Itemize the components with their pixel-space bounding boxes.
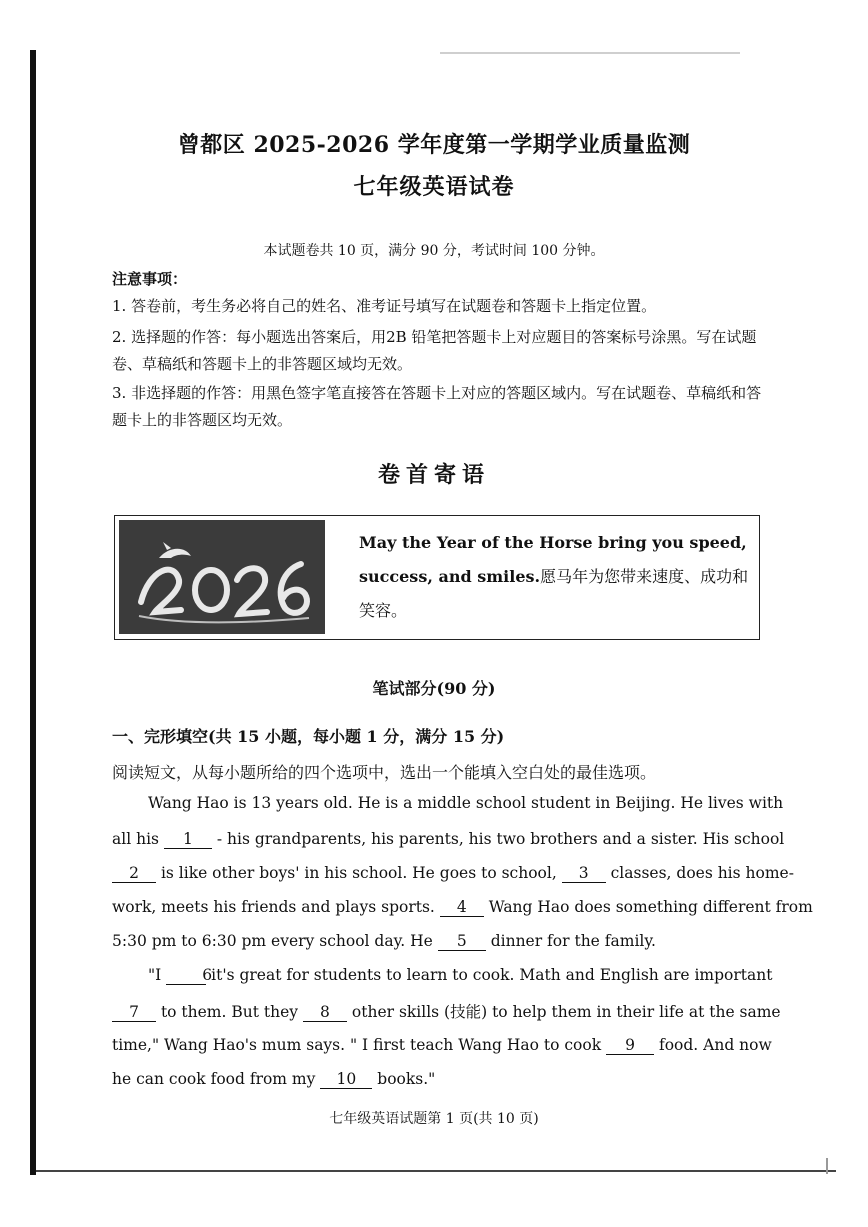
exam-info: 本试题卷共 10 页，满分 90 分，考试时间 100 分钟。 bbox=[263, 243, 605, 259]
part1-instruction: 阅读短文，从每小题所给的四个选项中，选出一个能填入空白处的最佳选项。 bbox=[112, 763, 657, 782]
passage-line bbox=[112, 1036, 772, 1055]
passage-text: he can cook food from my bbox=[112, 1070, 316, 1088]
page-footer: 七年级英语试题第 1 页(共 10 页) bbox=[329, 1111, 539, 1127]
blank-5: 5 bbox=[438, 932, 486, 951]
scan-border-bottom bbox=[36, 1170, 836, 1172]
notes-heading: 注意事项： bbox=[112, 270, 188, 288]
blank-1: 1 bbox=[164, 830, 212, 849]
passage-text: to them. But they bbox=[160, 1003, 299, 1021]
blank-3: 3 bbox=[562, 864, 606, 883]
passage-text: is like other boys' in his school. He goes to school, bbox=[160, 864, 557, 882]
passage-line bbox=[112, 1000, 781, 1022]
passage-line bbox=[112, 794, 784, 812]
passage-text: classes, does his home- bbox=[610, 864, 794, 882]
year-2026-horse-image bbox=[119, 520, 325, 634]
passage-text: books." bbox=[377, 1070, 436, 1088]
passage-line bbox=[112, 932, 760, 951]
horse-calligraphy-icon bbox=[119, 520, 325, 634]
passage-text: work, meets his friends and plays sports. bbox=[112, 898, 435, 916]
exam-title: 曾都区 2025-2026 学年度第一学期学业质量监测 bbox=[177, 132, 691, 158]
passage-text: all his bbox=[112, 830, 159, 848]
scan-border-top bbox=[440, 52, 740, 54]
note-item: 2. 选择题的作答：每小题选出答案后，用2B 铅笔把答题卡上对应题目的答案标号涂黑。写在试题卷、草稿纸和答题卡上的非答题区域均无效。 bbox=[112, 328, 757, 373]
blank-10: 10 bbox=[320, 1070, 372, 1089]
passage-text: dinner for the family. bbox=[490, 932, 656, 950]
passage-text: Wang Hao does something different from bbox=[488, 898, 813, 916]
greeting-text-zh: 愿马年为您带来速度、成功和笑容。 bbox=[359, 567, 749, 620]
scan-border-left bbox=[30, 50, 36, 1175]
blank-9: 9 bbox=[606, 1036, 654, 1055]
blank-7: 7 bbox=[112, 1003, 156, 1022]
blank-4: 4 bbox=[440, 898, 484, 917]
passage-text: other skills (技能) to help them in their life at the same bbox=[351, 1003, 781, 1021]
passage-text: "I bbox=[148, 966, 162, 984]
greeting-title: 卷首寄语 bbox=[377, 463, 490, 488]
greeting-banner bbox=[114, 515, 760, 640]
scan-mark bbox=[826, 1158, 828, 1174]
passage-text: time," Wang Hao's mum says. " I first teach Wang Hao to cook bbox=[112, 1036, 602, 1054]
passage-line bbox=[112, 966, 773, 985]
greeting-text-en: May the Year of the Horse bring you speed, success, and smiles. bbox=[359, 533, 747, 586]
blank-6: 6 bbox=[166, 966, 206, 985]
exam-subject-title: 七年级英语试卷 bbox=[353, 174, 515, 200]
blank-2: 2 bbox=[112, 864, 156, 883]
passage-line bbox=[112, 864, 794, 883]
passage-text: Wang Hao is 13 years old. He is a middle school student in Beijing. He lives with bbox=[148, 794, 784, 812]
passage-text: - his grandparents, his parents, his two brothers and a sister. His school bbox=[216, 830, 785, 848]
note-item: 1. 答卷前，考生务必将自己的姓名、准考证号填写在试题卷和答题卡上指定位置。 bbox=[112, 297, 657, 315]
passage-text: it's great for students to learn to cook. Math and English are important bbox=[211, 966, 773, 984]
passage-text: 5:30 pm to 6:30 pm every school day. He bbox=[112, 932, 433, 950]
section-title: 笔试部分(90 分) bbox=[372, 679, 496, 698]
passage-line bbox=[112, 898, 813, 917]
part1-title: 一、完形填空(共 15 小题，每小题 1 分，满分 15 分) bbox=[112, 727, 505, 746]
note-item: 3. 非选择题的作答：用黑色签字笔直接答在答题卡上对应的答题区域内。写在试题卷、草稿纸和答题卡上的非答题区均无效。 bbox=[112, 384, 762, 429]
greeting-message bbox=[359, 526, 749, 628]
blank-8: 8 bbox=[303, 1003, 347, 1022]
passage-line bbox=[112, 1070, 760, 1089]
passage-line bbox=[112, 830, 785, 849]
passage-text: food. And now bbox=[658, 1036, 772, 1054]
